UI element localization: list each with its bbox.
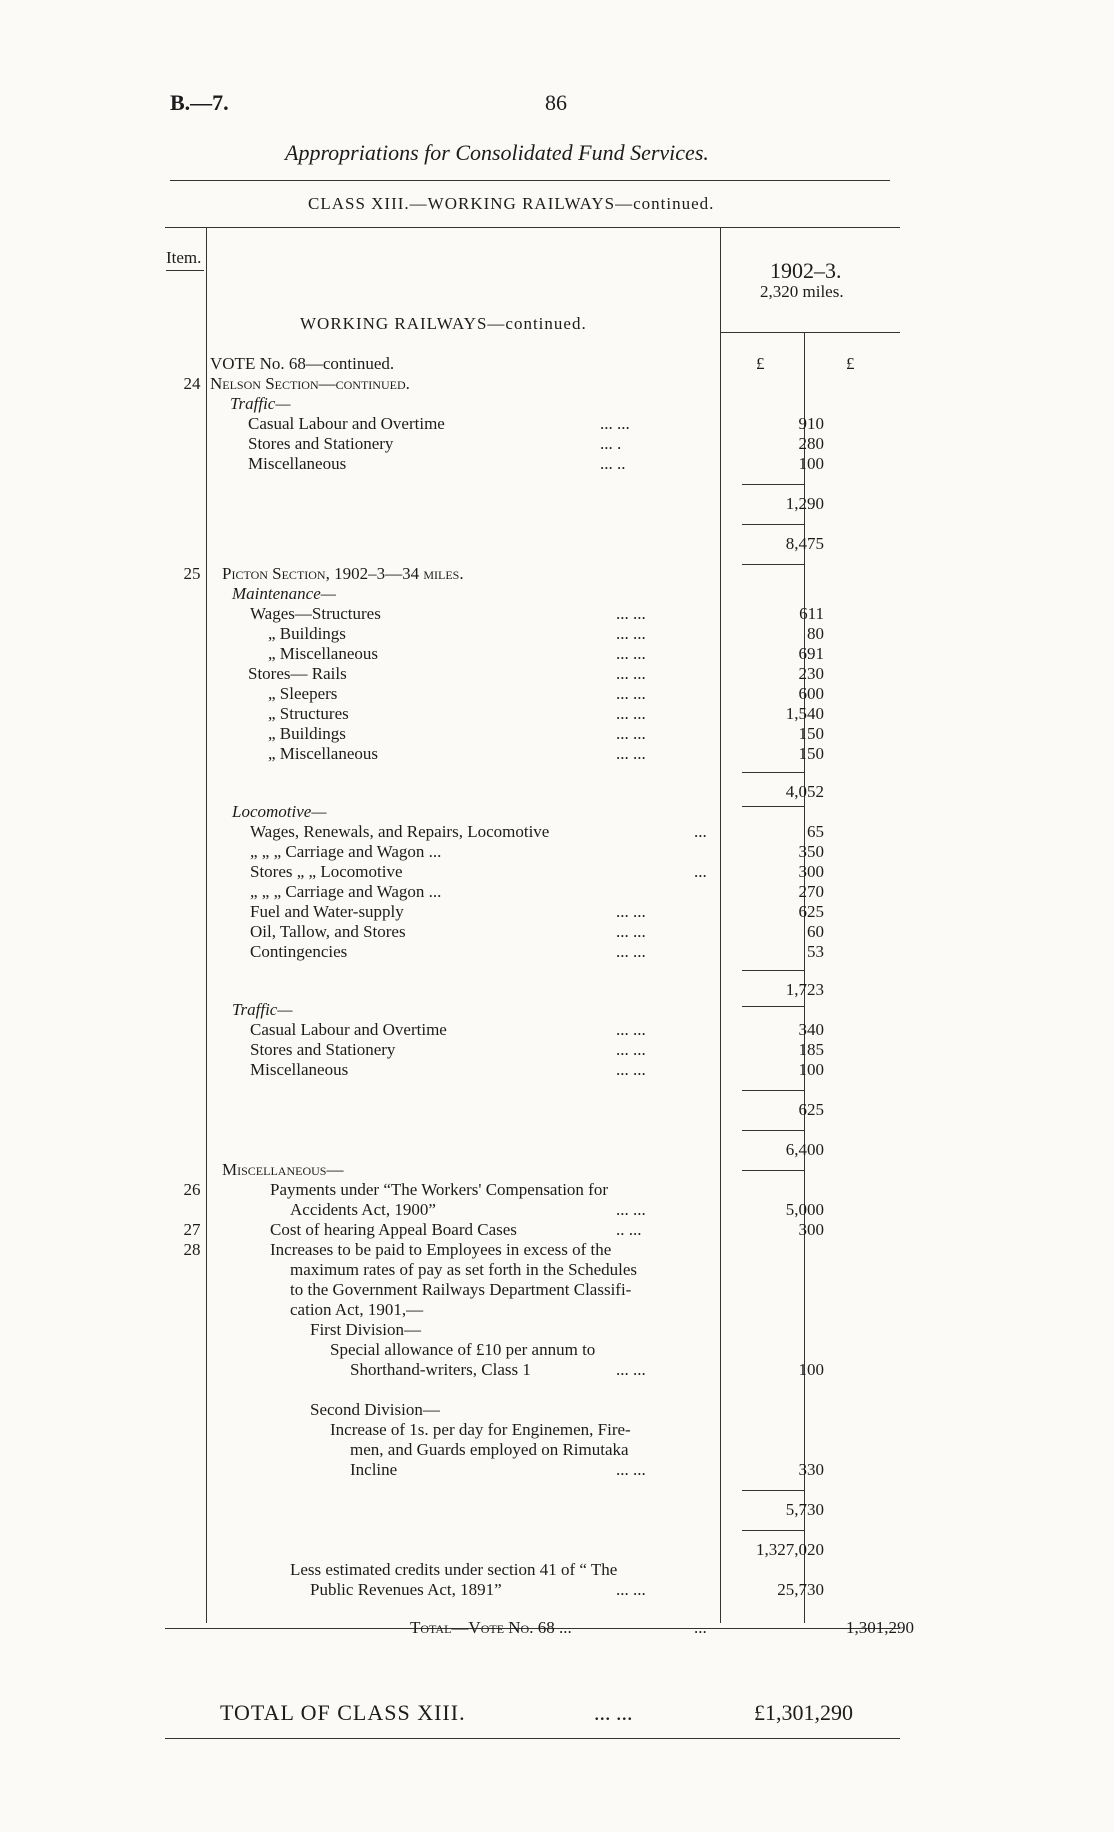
leader-dots: ... ... <box>616 902 646 921</box>
line-label: cation Act, 1901,— <box>290 1300 424 1319</box>
maintenance-label: Maintenance— <box>232 584 336 603</box>
line-label: Fuel and Water-supply <box>250 902 404 921</box>
rule-table-top <box>165 227 900 228</box>
line-label: Increases to be paid to Employees in excess of the <box>270 1240 612 1259</box>
subtotal-amount: 4,052 <box>785 782 824 801</box>
amount: 100 <box>798 1060 824 1079</box>
picton-title-text: Picton Section, 1902–3—34 miles. <box>222 564 464 583</box>
subtotal-amount: 1,290 <box>785 494 824 513</box>
line-label: Stores and Stationery <box>248 434 394 453</box>
leader-dots: .. ... <box>616 1220 642 1239</box>
pound-header-2: £ <box>846 354 855 373</box>
leader-dots: ... ... <box>616 1460 646 1479</box>
subtotal-rule <box>742 564 804 565</box>
line-label: to the Government Railways Department Classifi- <box>290 1280 632 1299</box>
subtotal-rule <box>742 1170 804 1171</box>
miscellaneous-heading: Miscellaneous— <box>222 1160 344 1179</box>
subtotal-rule <box>742 1006 804 1007</box>
leader-dots: ... ... <box>616 744 646 763</box>
leader-dots: ... ... <box>616 644 646 663</box>
amount: 611 <box>799 604 824 623</box>
amount: 150 <box>798 724 824 743</box>
amount: 5,000 <box>785 1200 824 1219</box>
subtotal-rule <box>742 1130 804 1131</box>
amount: 330 <box>798 1460 824 1479</box>
first-division-label: First Division— <box>310 1320 421 1339</box>
line-label: „ „ „ Carriage and Wagon ... <box>250 842 442 861</box>
amount: 350 <box>798 842 824 861</box>
amount: 100 <box>798 1360 824 1379</box>
line-label: Contingencies <box>250 942 348 961</box>
second-division-label: Second Division— <box>310 1400 440 1419</box>
amount: 185 <box>798 1040 824 1059</box>
leader-dots: ... <box>694 862 707 881</box>
leader-dots: ... ... <box>616 1020 646 1039</box>
less-credits-label-2: Public Revenues Act, 1891” <box>310 1580 502 1599</box>
subtotal-rule <box>742 524 804 525</box>
leader-dots: ... ... <box>616 604 646 623</box>
subtotal-rule <box>742 1530 804 1531</box>
amount: 625 <box>798 902 824 921</box>
miles-header: 2,320 miles. <box>760 282 844 301</box>
section-total-amount: 6,400 <box>785 1140 824 1159</box>
line-label: „ Sleepers <box>268 684 338 703</box>
subtotal-rule <box>742 1090 804 1091</box>
amount-column-line <box>720 228 721 1623</box>
leader-dots: ... ... <box>616 1580 646 1599</box>
line-label: Casual Labour and Overtime <box>250 1020 447 1039</box>
line-label: Stores— Rails <box>248 664 347 683</box>
line-label: Incline <box>350 1460 398 1479</box>
rule-top <box>170 180 890 181</box>
total-vote-label: Total—Vote No. 68 ... <box>410 1618 572 1637</box>
rule-bottom <box>165 1738 900 1739</box>
vote-heading: VOTE No. 68—continued. <box>210 354 395 373</box>
line-label: men, and Guards employed on Rimutaka <box>350 1440 629 1459</box>
line-label: Stores and Stationery <box>250 1040 396 1059</box>
amount: 910 <box>798 414 824 433</box>
subtotal-rule <box>742 1490 804 1491</box>
picton-traffic-label: Traffic— <box>232 1000 293 1019</box>
leader-dots: ... <box>694 1618 707 1637</box>
subtotal-amount: 1,723 <box>785 980 824 999</box>
line-label: „ Buildings <box>268 624 346 643</box>
leader-dots: ... ... <box>616 1200 646 1219</box>
line-label: Wages, Renewals, and Repairs, Locomotive <box>250 822 550 841</box>
amount: 80 <box>807 624 824 643</box>
subtotal-amount: 625 <box>798 1100 824 1119</box>
line-label: Accidents Act, 1900” <box>290 1200 436 1219</box>
subtotal-rule <box>742 484 804 485</box>
line-label: Shorthand-writers, Class 1 <box>350 1360 531 1379</box>
amount: 300 <box>798 1220 824 1239</box>
line-label: Wages—Structures <box>250 604 381 623</box>
line-label: Increase of 1s. per day for Enginemen, Fire- <box>330 1420 631 1439</box>
document-reference: B.—7. <box>170 90 229 115</box>
amount2-column-line <box>804 333 805 1623</box>
item-header-underline <box>166 270 204 271</box>
leader-dots: ... .. <box>600 454 626 473</box>
leader-dots: ... ... <box>616 1040 646 1059</box>
rule-header-bottom <box>720 332 900 333</box>
class-total-amount: £1,301,290 <box>754 1700 853 1725</box>
leader-dots: ... ... <box>616 684 646 703</box>
leader-dots: ... ... <box>616 704 646 723</box>
amount: 280 <box>798 434 824 453</box>
amount: 53 <box>807 942 824 961</box>
item-number: 24 <box>183 374 201 393</box>
page-number: 86 <box>545 90 567 115</box>
line-label: Payments under “The Workers' Compensation for <box>270 1180 608 1199</box>
line-label: Oil, Tallow, and Stores <box>250 922 406 941</box>
subtotal-rule <box>742 806 804 807</box>
leader-dots: ... ... <box>616 624 646 643</box>
line-label: Miscellaneous <box>248 454 347 473</box>
leader-dots: ... ... <box>616 1360 646 1379</box>
item-column-line <box>206 228 207 1623</box>
subtotal-rule <box>742 772 804 773</box>
line-label: „ Miscellaneous <box>268 644 378 663</box>
item-number: 28 <box>183 1240 201 1259</box>
amount: 100 <box>798 454 824 473</box>
line-label: „ Structures <box>268 704 349 723</box>
leader-dots: ... ... <box>616 724 646 743</box>
amount: 300 <box>798 862 824 881</box>
item-number: 27 <box>183 1220 201 1239</box>
amount: 65 <box>807 822 824 841</box>
item-column-header: Item. <box>166 248 202 267</box>
line-label: „ „ „ Carriage and Wagon ... <box>250 882 442 901</box>
subtotal-amount: 5,730 <box>785 1500 824 1519</box>
nelson-traffic-label: Traffic— <box>230 394 291 413</box>
less-credits-amount: 25,730 <box>777 1580 824 1599</box>
class-total-dots: ... ... <box>594 1700 633 1725</box>
line-label: maximum rates of pay as set forth in the Schedules <box>290 1260 637 1279</box>
total-vote-amount: 1,301,290 <box>846 1618 914 1637</box>
subtotal-rule <box>742 1628 804 1629</box>
line-label: Casual Labour and Overtime <box>248 414 445 433</box>
leader-dots: ... ... <box>616 942 646 961</box>
pound-header-1: £ <box>756 354 765 373</box>
leader-dots: ... ... <box>616 1060 646 1079</box>
line-label: „ Miscellaneous <box>268 744 378 763</box>
amount: 230 <box>798 664 824 683</box>
line-label: Special allowance of £10 per annum to <box>330 1340 596 1359</box>
leader-dots: ... ... <box>600 414 630 433</box>
grand-amount: 1,327,020 <box>756 1540 824 1559</box>
less-credits-label: Less estimated credits under section 41 of “ The <box>290 1560 618 1579</box>
item-number: 26 <box>183 1180 201 1199</box>
line-label: Stores „ „ Locomotive <box>250 862 403 881</box>
leader-dots: ... ... <box>616 922 646 941</box>
line-label: „ Buildings <box>268 724 346 743</box>
subtotal-rule <box>742 970 804 971</box>
amount: 600 <box>798 684 824 703</box>
nelson-section-title: Nelson Section—continued. <box>210 374 410 393</box>
amount: 340 <box>798 1020 824 1039</box>
leader-dots: ... ... <box>616 664 646 683</box>
year-header: 1902–3. <box>770 258 842 283</box>
amount: 150 <box>798 744 824 763</box>
amount: 1,540 <box>785 704 824 723</box>
line-label: Miscellaneous <box>250 1060 349 1079</box>
item-number: 25 <box>183 564 201 583</box>
amount: 691 <box>798 644 824 663</box>
section-title: WORKING RAILWAYS—continued. <box>300 314 587 333</box>
amount: 270 <box>798 882 824 901</box>
leader-dots: ... . <box>600 434 622 453</box>
line-label: Cost of hearing Appeal Board Cases <box>270 1220 517 1239</box>
page-title: Appropriations for Consolidated Fund Services. <box>285 140 709 165</box>
amount: 60 <box>807 922 824 941</box>
leader-dots: ... <box>694 822 707 841</box>
section-total-amount: 8,475 <box>785 534 824 553</box>
picton-section-title <box>222 564 464 584</box>
class-total-label: TOTAL OF CLASS XIII. <box>220 1700 466 1725</box>
locomotive-label: Locomotive— <box>232 802 327 821</box>
class-heading: CLASS XIII.—WORKING RAILWAYS—continued. <box>308 194 715 213</box>
